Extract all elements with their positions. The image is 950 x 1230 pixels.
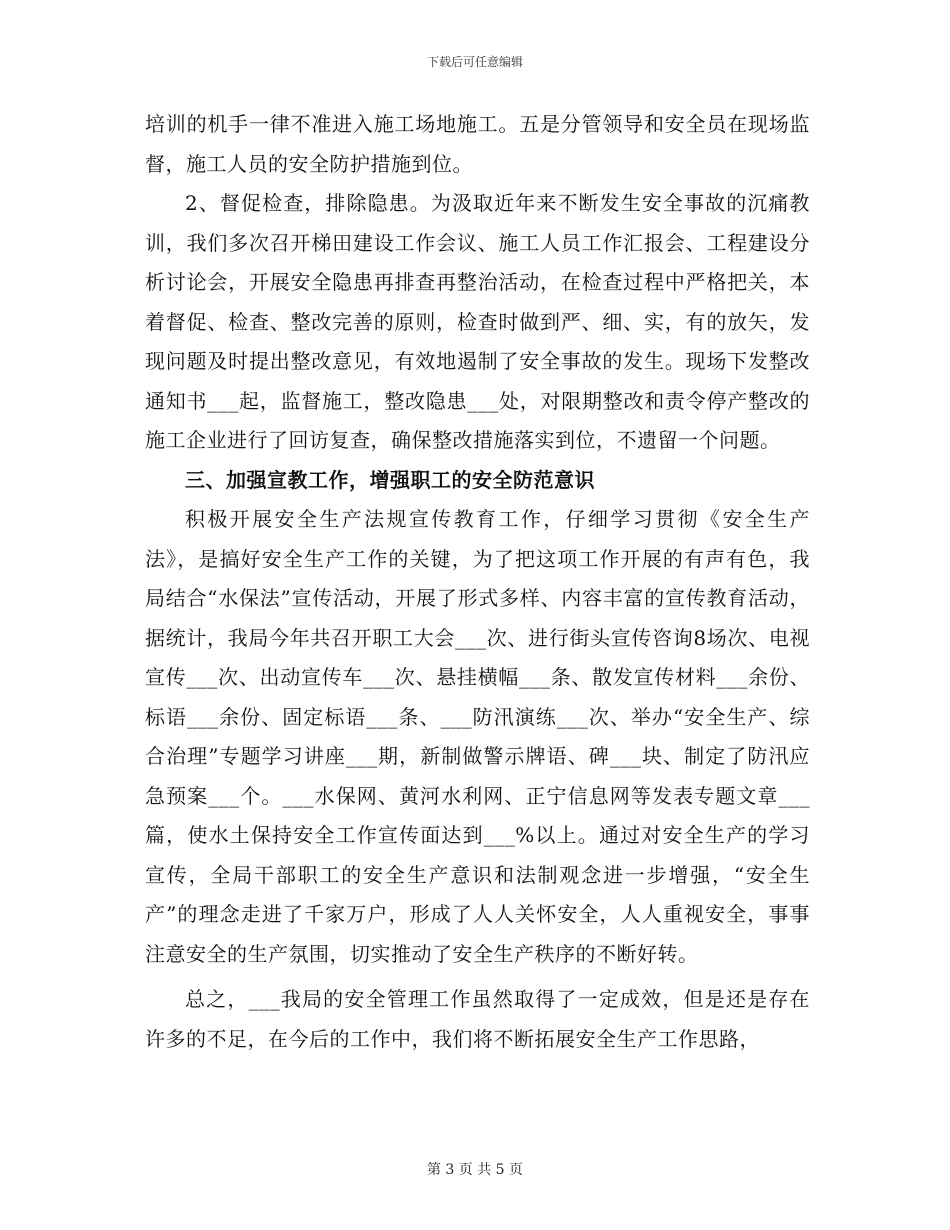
section-heading: 三、加强宣教工作，增强职工的安全防范意识: [185, 467, 595, 492]
paragraph-publicity: 积极开展安全生产法规宣传教育工作，仔细学习贯彻《安全生产法》，是搞好安全生产工作的关键，为了把这项工作开展的有声有色，我局结合“水保法”宣传活动，开展了形式多样、内容丰富的宣传教育活动，据统计，我局今年共召开职工大会___次、进行街头宣传咨询8场次、电视宣传___次、出动宣传车___次、悬挂横幅___条、散发宣传材料___余份、标语___余份、固定标语___条、___防汛演练___次、举办“安全生产、综合治理”专题学习讲座___期，新制做警示牌语、碑___块、制定了防汛应急预案___个。___水保网、黄河水利网、正宁信息网等发表专题文章___篇，使水土保持安全工作宣传面达到___%以上。通过对安全生产的学习宣传，全局干部职工的安全生产意识和法制观念进一步增强，“安全生产”的理念走进了千家万户，形成了人人关怀安全，人人重视安全，事事注意安全的生产氛围，切实推动了安全生产秩序的不断好转。: [145, 507, 810, 966]
page-number: 第 3 页 共 5 页: [426, 1162, 524, 1178]
document-body: [145, 105, 810, 1059]
paragraph-summary: 总之，___我局的安全管理工作虽然取得了一定成效，但是还是存在许多的不足，在今后的工作中，我们将不断拓展安全生产工作思路，: [145, 987, 810, 1051]
page-header: 下载后可任意编辑: [426, 55, 523, 69]
paragraph-continuation: 培训的机手一律不准进入施工场地施工。五是分管领导和安全员在现场监督，施工人员的安全防护措施到位。: [145, 112, 810, 176]
paragraph-inspection: 2、督促检查，排除隐患。为汲取近年来不断发生安全事故的沉痛教训，我们多次召开梯田建设工作会议、施工人员工作汇报会、工程建设分析讨论会，开展安全隐患再排查再整治活动，在检查过程中严格把关，本着督促、检查、整改完善的原则，检查时做到严、细、实，有的放矢，发现问题及时提出整改意见，有效地遏制了安全事故的发生。现场下发整改通知书___起，监督施工，整改隐患___处，对限期整改和责令停产整改的施工企业进行了回访复查，确保整改措施落实到位，不遗留一个问题。: [145, 191, 810, 452]
